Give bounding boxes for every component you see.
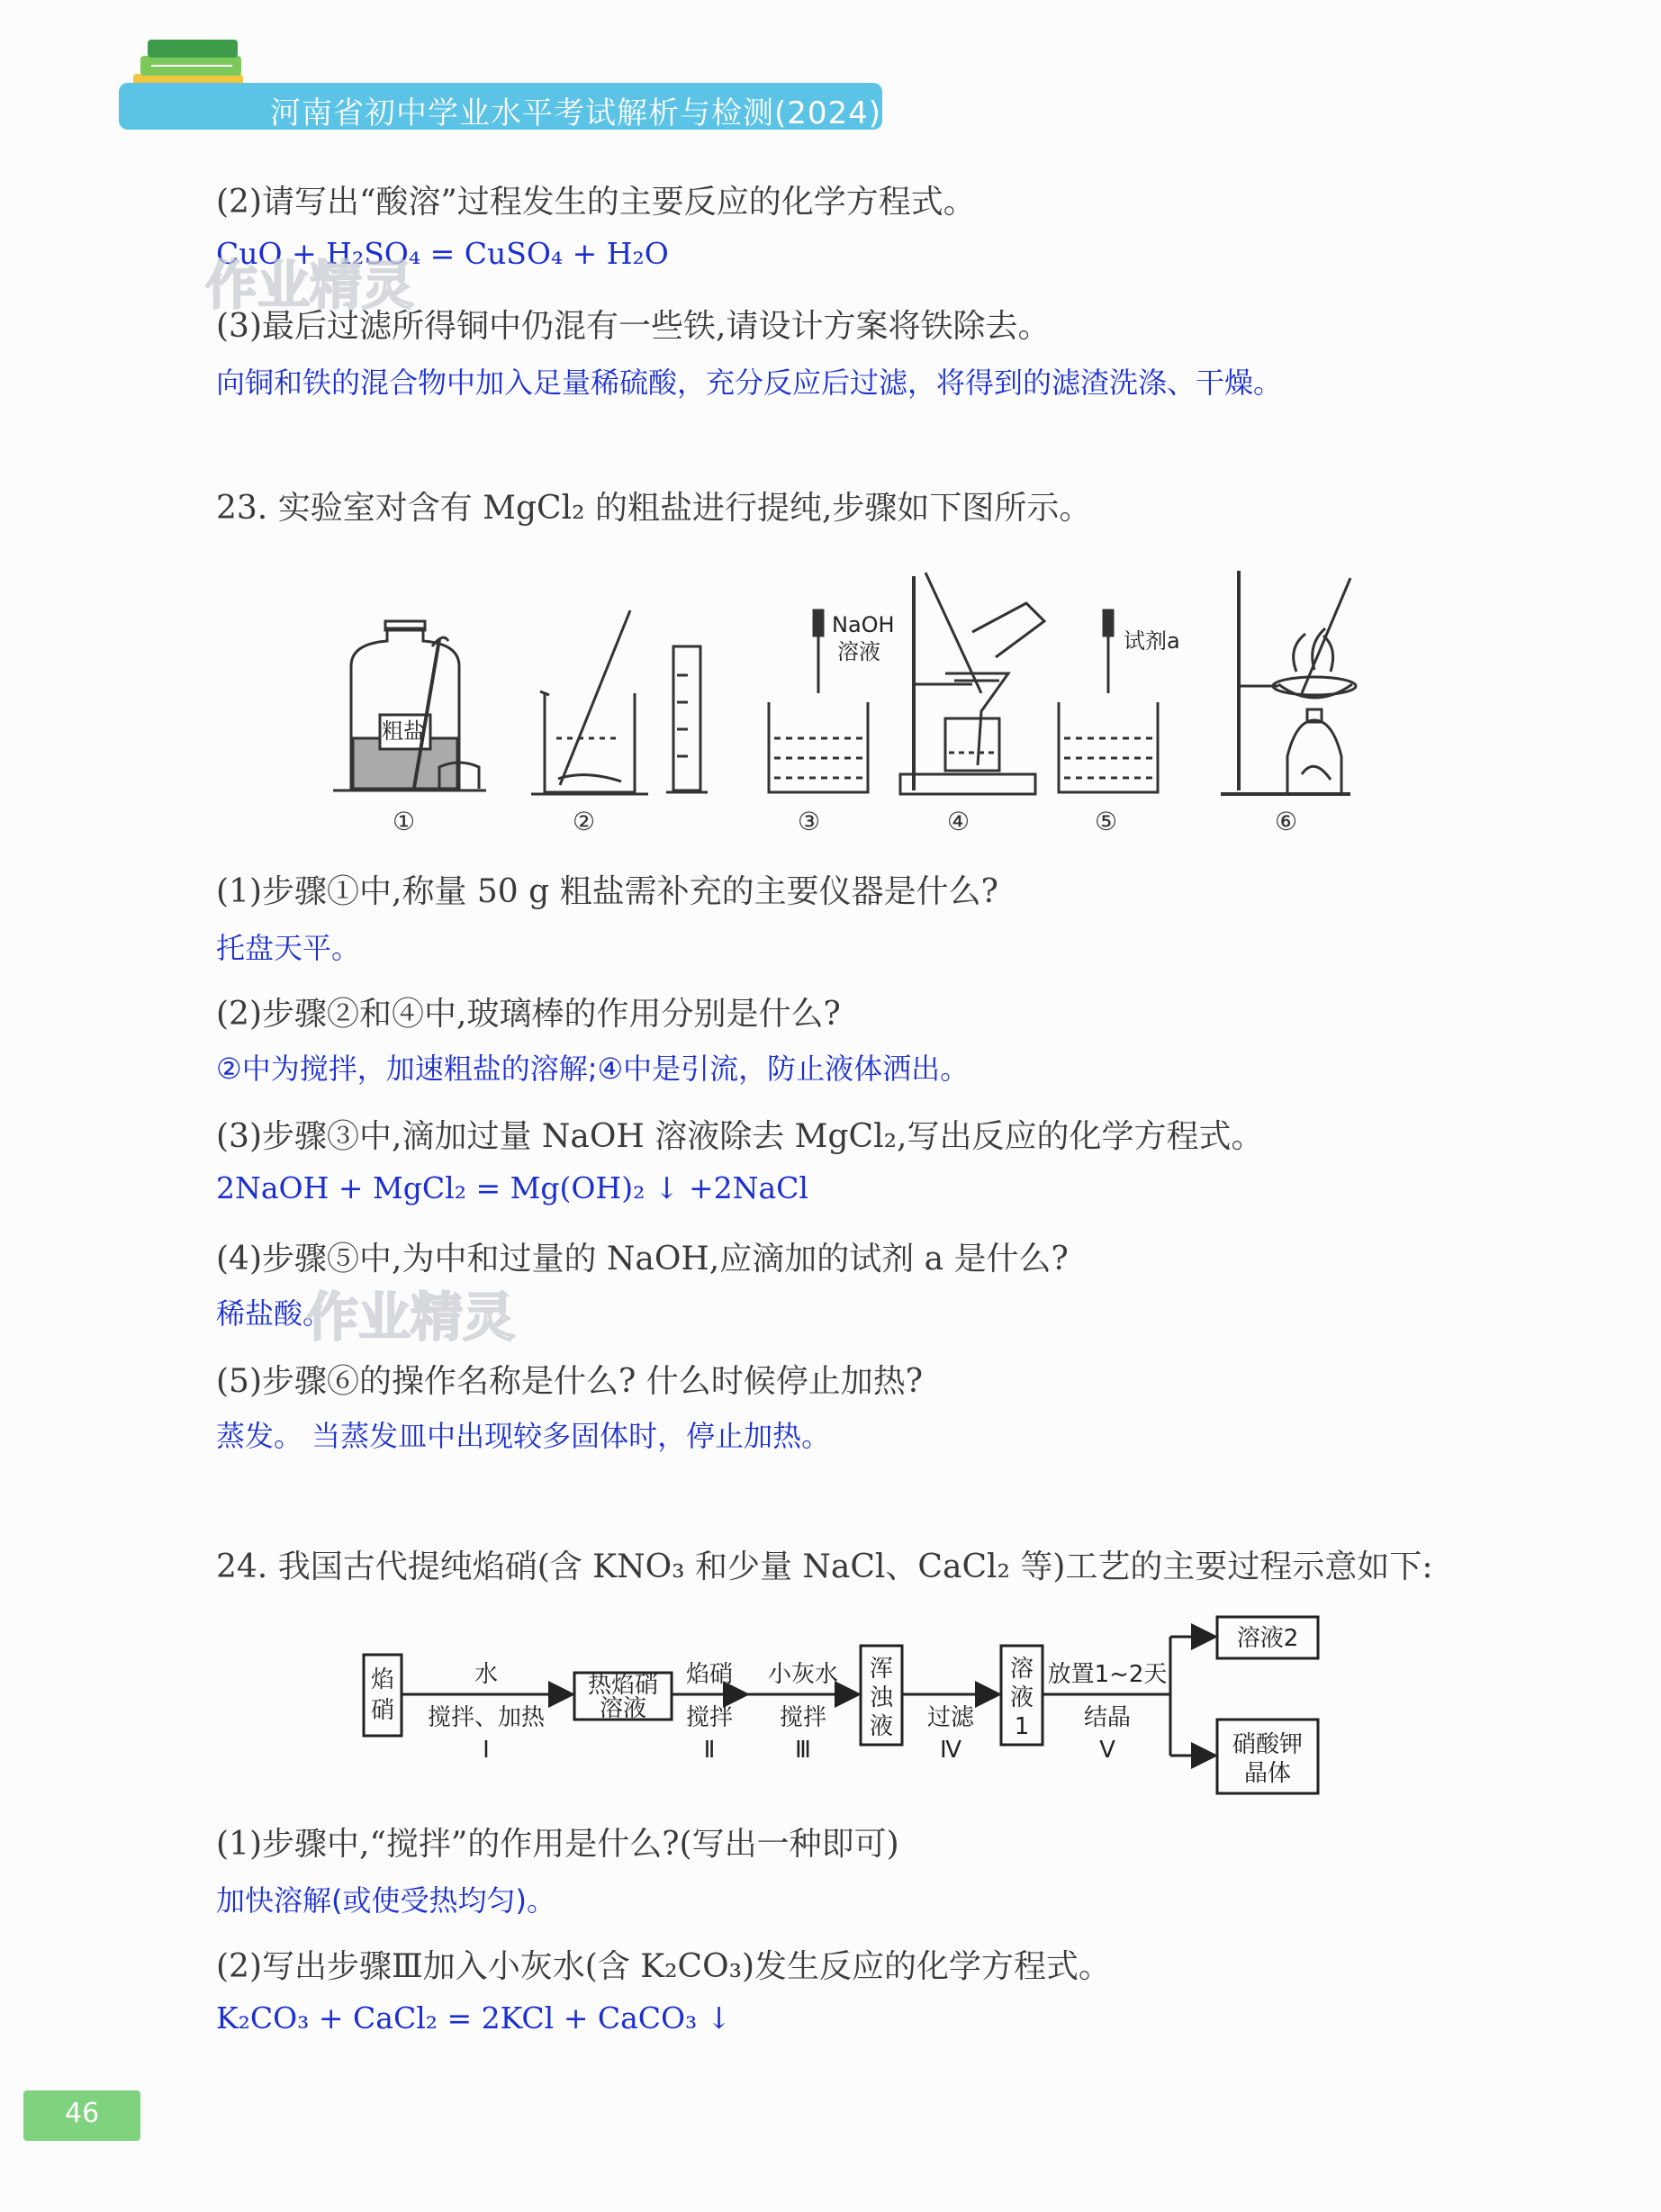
q23-part2-answer: ②中为搅拌，加速粗盐的溶解;④中是引流，防止液体洒出。	[216, 1052, 970, 1086]
box1-line2: 硝	[370, 1697, 395, 1724]
arrow2-step: Ⅱ	[703, 1737, 716, 1764]
page-number: 46	[65, 2098, 100, 2129]
q23-apparatus-figure	[324, 558, 1386, 846]
reagent-jar-icon	[351, 621, 459, 789]
arrow5-top: 放置1~2天	[1047, 1661, 1168, 1688]
step-label-1: ①	[393, 807, 416, 836]
box3-line2: 浊	[869, 1684, 894, 1711]
q23-part5-answer: 蒸发。 当蒸发皿中出现较多固体时，停止加热。	[216, 1419, 831, 1453]
box2-line1: 热焰硝	[587, 1672, 659, 1699]
q23-part3-answer: 2NaOH + MgCl₂ = Mg(OH)₂ ↓ +2NaCl	[216, 1170, 808, 1205]
q22-part2-question: (2)请写出“酸溶”过程发生的主要反应的化学方程式。	[216, 184, 976, 221]
arrow3-step: Ⅲ	[795, 1737, 811, 1764]
filtration-setup-icon	[900, 573, 1044, 794]
arrow1-top: 水	[474, 1661, 499, 1688]
arrow1-step: Ⅰ	[483, 1737, 490, 1764]
box4-line1: 溶	[1009, 1656, 1034, 1683]
arrow4-bottom: 过滤	[926, 1704, 975, 1731]
measuring-cylinder-icon	[666, 646, 708, 792]
jar-label: 粗盐	[382, 718, 425, 744]
q24-part2-answer: K₂CO₃ + CaCl₂ = 2KCl + CaCO₃ ↓	[216, 2000, 732, 2036]
arrow4-step: Ⅳ	[940, 1737, 961, 1764]
q24-part1-answer: 加快溶解(或使受热均匀)。	[216, 1883, 555, 1918]
box4-line3: 1	[1014, 1713, 1030, 1740]
arrow2-bottom: 搅拌	[685, 1704, 734, 1731]
q24-part1-question: (1)步骤中,“搅拌”的作用是什么?(写出一种即可)	[216, 1826, 899, 1863]
watermark: 作业精灵	[306, 1287, 516, 1348]
arrow2-top: 焰硝	[685, 1661, 734, 1688]
q24-process-flowchart	[360, 1612, 1332, 1801]
header-title: 河南省初中学业水平考试解析与检测(2024)	[270, 95, 882, 131]
q23-part4-question: (4)步骤⑤中,为中和过量的 NaOH,应滴加的试剂 a 是什么?	[216, 1241, 1069, 1278]
arrow1-bottom: 搅拌、加热	[427, 1704, 546, 1731]
q23-part3-question: (3)步骤③中,滴加过量 NaOH 溶液除去 MgCl₂,写出反应的化学方程式。	[216, 1118, 1264, 1155]
arrow3-top: 小灰水	[767, 1661, 839, 1688]
q23-part1-question: (1)步骤①中,称量 50 g 粗盐需补充的主要仪器是什么?	[216, 873, 998, 910]
q23-stem: 23. 实验室对含有 MgCl₂ 的粗盐进行提纯,步骤如下图所示。	[216, 490, 1092, 527]
naoh-label-2: 溶液	[837, 639, 880, 664]
q24-stem: 24. 我国古代提纯焰硝(含 KNO₃ 和少量 NaCl、CaCl₂ 等)工艺的主要过程示意如下:	[216, 1548, 1433, 1585]
q23-part2-question: (2)步骤②和④中,玻璃棒的作用分别是什么?	[216, 996, 841, 1033]
q23-part1-answer: 托盘天平。	[216, 931, 361, 965]
box4-line2: 液	[1009, 1684, 1034, 1711]
box3-line1: 浑	[869, 1656, 894, 1683]
step-label-4: ④	[947, 807, 970, 836]
evaporation-setup-icon	[1221, 571, 1356, 794]
q22-part2-answer: CuO + H₂SO₄ = CuSO₄ + H₂O	[216, 236, 669, 271]
step-label-2: ②	[573, 807, 596, 836]
box1-line1: 焰	[370, 1666, 395, 1693]
q22-part3-answer: 向铜和铁的混合物中加入足量稀硫酸，充分反应后过滤，将得到的滤渣洗涤、干燥。	[216, 366, 1283, 400]
arrow5-bottom: 结晶	[1083, 1704, 1132, 1731]
box2-line2: 溶液	[599, 1695, 647, 1722]
q23-part4-answer: 稀盐酸。	[216, 1296, 332, 1331]
reagent-a-label: 试剂a	[1124, 628, 1180, 654]
q23-part5-question: (5)步骤⑥的操作名称是什么? 什么时候停止加热?	[216, 1363, 924, 1400]
box3-line3: 液	[869, 1713, 894, 1740]
out2-line2: 晶体	[1243, 1760, 1292, 1787]
q22-part3-question: (3)最后过滤所得铜中仍混有一些铁,请设计方案将铁除去。	[216, 308, 1051, 345]
arrow3-bottom: 搅拌	[779, 1704, 827, 1731]
dropper-naoh-icon	[769, 610, 868, 792]
step-label-5: ⑤	[1095, 807, 1118, 836]
q24-part2-question: (2)写出步骤Ⅲ加入小灰水(含 K₂CO₃)发生反应的化学方程式。	[216, 1948, 1112, 1985]
out1-label: 溶液2	[1236, 1625, 1299, 1652]
arrow5-step: Ⅴ	[1099, 1737, 1115, 1764]
step-label-3: ③	[798, 807, 821, 836]
watermark: 作业精灵	[205, 255, 415, 316]
beaker-with-rod-icon	[531, 610, 648, 794]
naoh-label-1: NaOH	[832, 612, 895, 637]
step-label-6: ⑥	[1275, 807, 1298, 836]
out2-line1: 硝酸钾	[1232, 1731, 1304, 1758]
